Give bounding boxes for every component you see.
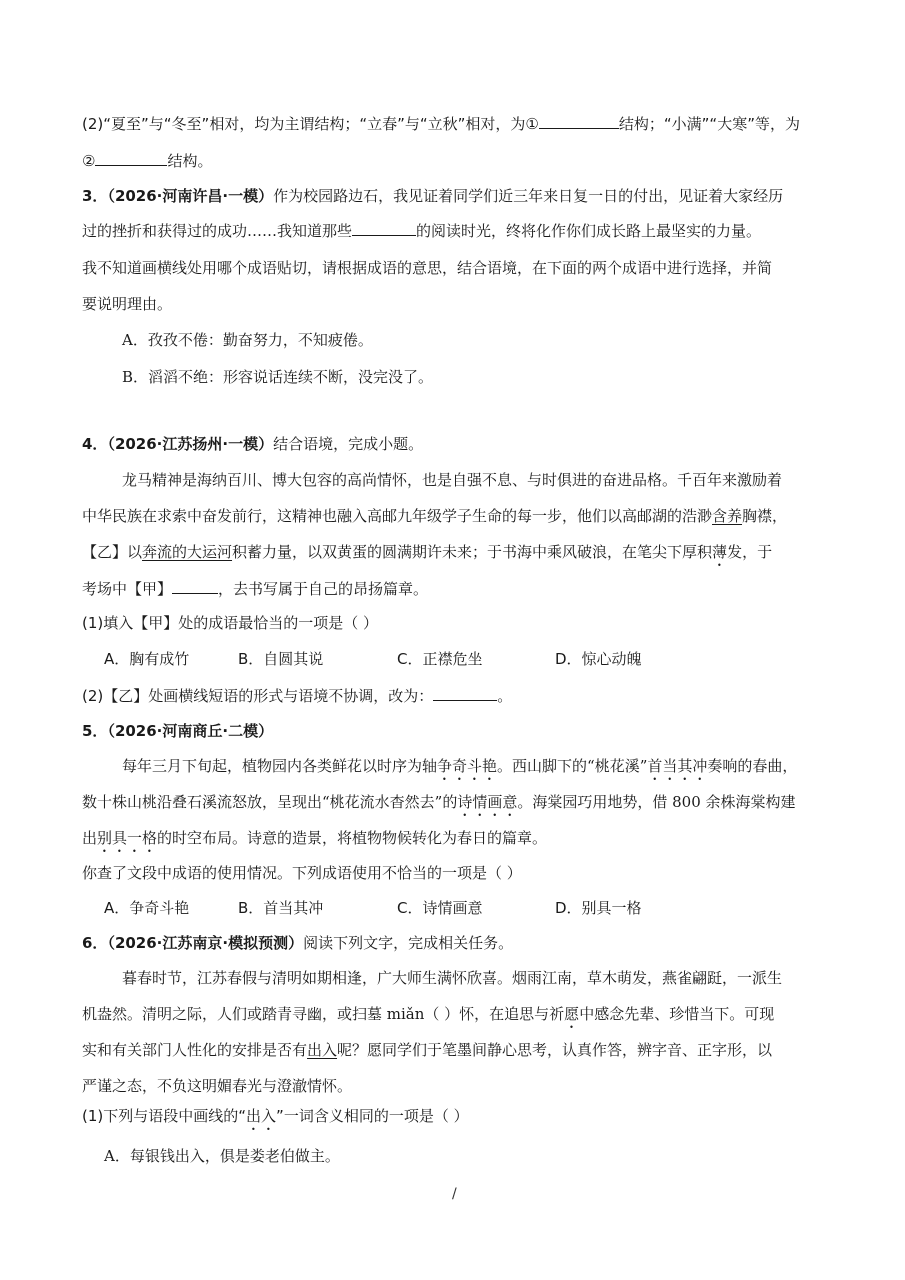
q2-text-tail: 结构。 xyxy=(167,152,213,170)
q3-instruction-2: 要说明理由。 xyxy=(82,295,173,313)
sub-question-text: ”一词含义相同的一项是（ ） xyxy=(276,1107,469,1125)
passage-text: 胸襟， xyxy=(742,507,788,525)
question-number: 3． xyxy=(82,187,108,205)
q5-option-a[interactable]: A．争奇斗艳 xyxy=(104,899,190,917)
passage-text: 呢？愿同学们于笔墨间静心思考，认真作答，辨字音、正字形，以 xyxy=(337,1041,773,1059)
question-number: 4． xyxy=(82,435,108,453)
q5-option-b[interactable]: B．首当其冲 xyxy=(238,899,324,917)
dotted-idiom: 首当其冲 xyxy=(647,757,708,775)
dotted-char: 愿 xyxy=(564,1005,580,1023)
question-number: 5． xyxy=(82,722,108,740)
q5-passage-line xyxy=(122,755,865,784)
page-number-mark: / xyxy=(452,1186,457,1202)
q5-option-c[interactable]: C．诗情画意 xyxy=(397,899,483,917)
answer-blank[interactable] xyxy=(352,220,416,236)
q6-passage-line: 暮春时节，江苏春假与清明如期相逢，广大师生满怀欣喜。烟雨江南，草木萌发，燕雀翩跹，一派生 xyxy=(122,969,783,987)
q2-text-tail: 结构；“小满”“大寒”等，为 xyxy=(618,115,800,133)
question-source: （2026·江苏扬州·一模） xyxy=(107,435,274,453)
answer-blank[interactable] xyxy=(95,150,167,166)
q2-line-2 xyxy=(82,150,865,172)
q4-option-c[interactable]: C．正襟危坐 xyxy=(397,650,483,668)
q4-passage-line: 龙马精神是海纳百川、博大包容的高尚情怀，也是自强不息、与时俱进的奋进品格。千百年来激励着 xyxy=(122,471,783,489)
q6-sub1 xyxy=(82,1105,865,1134)
dotted-idiom: 别具一格 xyxy=(97,829,158,847)
passage-text: 数十株山桃沿叠石溪流怒放，呈现出“桃花流水杳然去”的 xyxy=(82,793,458,811)
question-source: （2026·河南商丘·二模） xyxy=(107,722,274,740)
passage-text: 。海棠园巧用地势，借 800 余株海棠构建 xyxy=(517,793,796,811)
q3-line-2 xyxy=(82,220,865,242)
q4-heading xyxy=(82,433,865,455)
q5-passage-line xyxy=(82,827,865,856)
q4-sub2 xyxy=(82,685,865,707)
answer-blank[interactable] xyxy=(172,578,218,594)
underlined-word: 含养 xyxy=(712,507,743,525)
passage-text: 机盎然。清明之际，人们或踏青寻幽，或扫墓 miǎn（ ）怀，在追思与祈 xyxy=(82,1005,565,1023)
q2-line-1 xyxy=(82,113,865,135)
q6-intro: 阅读下列文字，完成相关任务。 xyxy=(303,934,514,952)
passage-text: 。西山脚下的“桃花溪” xyxy=(497,757,648,775)
q3-text: 过的挫折和获得过的成功……我知道那些 xyxy=(82,222,353,240)
q3-instruction: 我不知道画横线处用哪个成语贴切，请根据成语的意思，结合语境，在下面的两个成语中进行选择，并简 xyxy=(82,259,773,277)
q2-text: (2)“夏至”与“冬至”相对，均为主谓结构；“立春”与“立秋”相对，为① xyxy=(82,115,539,133)
q3-line-1 xyxy=(82,185,865,207)
q6-passage-line xyxy=(82,1003,865,1032)
passage-text: 奏响的春曲， xyxy=(707,757,798,775)
q3-option-a: A．孜孜不倦：勤奋努力，不知疲倦。 xyxy=(122,331,373,349)
passage-text: 的时空布局。诗意的造景，将植物物候转化为春日的篇章。 xyxy=(157,829,548,847)
q3-option-b: B．滔滔不绝：形容说话连续不断，没完没了。 xyxy=(122,368,434,386)
underlined-phrase: 奔流的大运河 xyxy=(142,543,233,561)
sub-question-text: 。 xyxy=(497,687,513,705)
q5-heading xyxy=(82,720,865,742)
answer-blank[interactable] xyxy=(433,685,497,701)
question-source: （2026·江苏南京·模拟预测） xyxy=(107,934,304,952)
q4-passage-line xyxy=(82,505,865,527)
q6-passage-line xyxy=(82,1039,865,1061)
passage-text: 每年三月下旬起，植物园内各类鲜花以时序为轴 xyxy=(122,757,438,775)
q5-option-d[interactable]: D．别具一格 xyxy=(555,899,642,917)
q6-passage-line: 严谨之态，不负这明媚春光与澄澈情怀。 xyxy=(82,1077,353,1095)
q4-option-b[interactable]: B．自圆其说 xyxy=(238,650,324,668)
dotted-idiom: 诗情画意 xyxy=(457,793,518,811)
q4-sub1: (1)填入【甲】处的成语最恰当的一项是（ ） xyxy=(82,614,379,632)
q3-text: 的阅读时光，终将化作你们成长路上最坚实的力量。 xyxy=(416,222,762,240)
q2-marker: ② xyxy=(82,152,96,170)
question-source: （2026·河南许昌·一模） xyxy=(107,187,274,205)
q4-option-a[interactable]: A．胸有成竹 xyxy=(104,650,190,668)
q4-intro: 结合语境，完成小题。 xyxy=(273,435,424,453)
passage-text: 中华民族在求索中奋发前行，这精神也融入高邮九年级学子生命的每一步，他们以高邮湖的浩渺 xyxy=(82,507,713,525)
passage-text: 考场中【甲】 xyxy=(82,580,173,598)
q6-heading xyxy=(82,932,865,954)
passage-text: 【乙】以 xyxy=(82,543,143,561)
q5-passage-line xyxy=(82,791,865,820)
passage-text: 中感念先辈、珍惜当下。可现 xyxy=(579,1005,775,1023)
question-number: 6． xyxy=(82,934,108,952)
passage-text: 实和有关部门人性化的安排是否有 xyxy=(82,1041,308,1059)
underlined-word: 出入 xyxy=(307,1041,338,1059)
q4-passage-line xyxy=(82,578,865,600)
dotted-char: 薄 xyxy=(712,543,728,561)
q4-option-d[interactable]: D．惊心动魄 xyxy=(555,650,642,668)
dotted-idiom: 争奇斗艳 xyxy=(437,757,498,775)
q5-question: 你查了文段中成语的使用情况。下列成语使用不恰当的一项是（ ） xyxy=(82,864,522,882)
passage-text: ，去书写属于自己的昂扬篇章。 xyxy=(218,580,429,598)
passage-text: 出 xyxy=(82,829,98,847)
answer-blank[interactable] xyxy=(539,113,619,129)
q3-text: 作为校园路边石，我见证着同学们近三年来日复一日的付出，见证着大家经历 xyxy=(273,187,784,205)
q4-passage-line xyxy=(82,541,865,570)
sub-question-text: (2)【乙】处画横线短语的形式与语境不协调，改为： xyxy=(82,687,434,705)
sub-question-text: (1)下列与语段中画线的“ xyxy=(82,1107,247,1125)
q6-option-a[interactable]: A．每银钱出入，俱是娄老伯做主。 xyxy=(104,1147,340,1165)
passage-text: 发，于 xyxy=(727,543,773,561)
dotted-word: 出入 xyxy=(246,1107,277,1125)
passage-text: 积蓄力量，以双黄蛋的圆满期许未来；于书海中乘风破浪，在笔尖下厚积 xyxy=(232,543,713,561)
